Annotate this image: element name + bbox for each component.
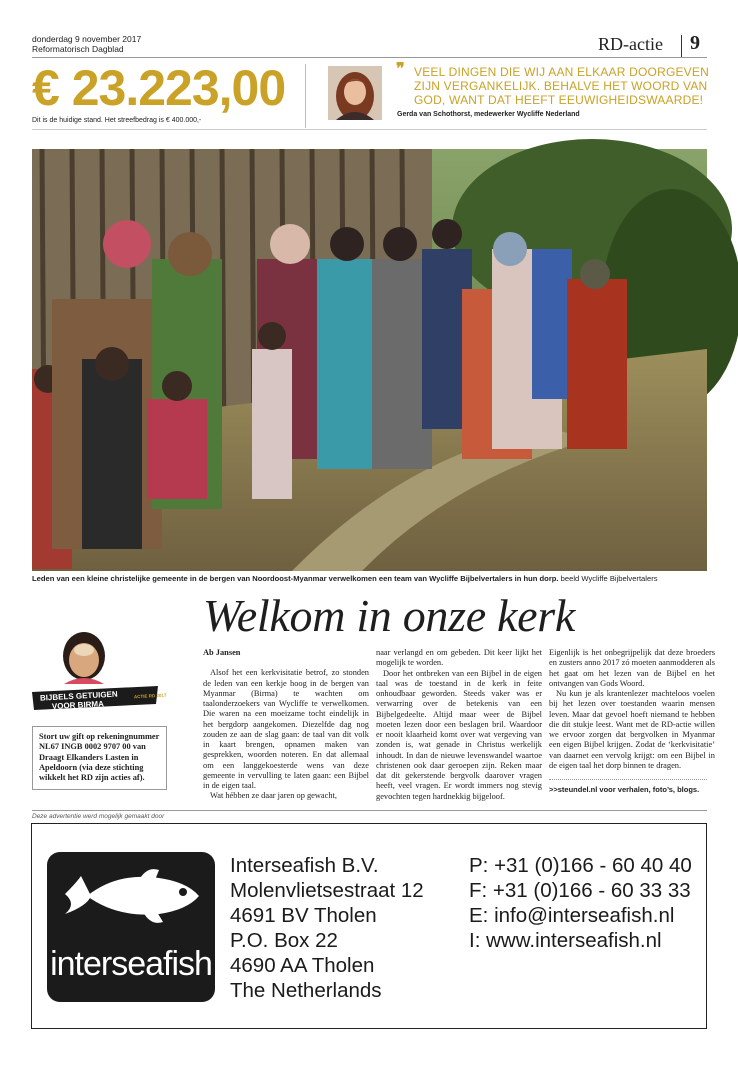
campaign-logo-tag: ACTIE RD 2017 — [133, 692, 167, 700]
paragraph: Door het ontbreken van een Bijbel in de eigen taal was de toestand in de kerk in feite onhoudbaar geworden. Steeds vaker was er verwarring over de betekenis van een Bijbelgedeelte. Altijd maar weer de Bijbel moeten lezen door een beslagen bril. Waardoor er nooit klaarheid komt over wat vergeving van zonden is, wat genade in Christus werkelijk inhoudt. In dan de nieuwe levenswandel waartoe christenen ook daar geroepen zijn. Reken maar dat dit gekerstende bergvolk daarover vragen heeft, veel vragen. Er wordt immers nog stevig gevochten tegen hardnekkig bijgeloof. — [376, 668, 542, 801]
company-logo-text: interseafish — [50, 945, 212, 983]
vertical-divider — [305, 64, 306, 128]
article-column-2 — [376, 648, 542, 802]
header-divider — [681, 35, 682, 57]
contact-fax: F: +31 (0)166 - 60 33 33 — [469, 879, 691, 902]
donation-text: Stort uw gift op rekeningnummer NL67 INGB 0002 9707 00 van Draagt Elkanders Lasten in Apeldoorn (via deze stichting wikkelt het RD zijn acties af). — [39, 732, 160, 783]
fundraiser-amount: € 23.223,00 — [32, 60, 286, 116]
dotted-rule — [549, 779, 707, 780]
paragraph: Wat hébben ze daar jaren op gewacht, — [210, 791, 337, 801]
child-photo — [58, 628, 110, 684]
caption-text: Leden van een kleine christelijke gemeente in de bergen van Noordoost-Myanmar verwelkomen een team van Wycliffe Bijbelvertalers in hun dorp. — [32, 574, 559, 583]
photo-credit: beeld Wycliffe Bijbelvertalers — [560, 574, 658, 583]
ad-sponsor-note: Deze advertentie werd mogelijk gemaakt door — [32, 813, 165, 820]
address-line: 4690 AA Tholen — [230, 954, 375, 977]
bottom-rule — [32, 810, 707, 811]
pull-quote: VEEL DINGEN DIE WIJ AAN ELKAAR DOORGEVEN ZIJN VERGANKELIJK. BEHALVE HET WOORD VAN GOD, WANT DAT HEEFT EEUWIGHEIDSWAARDE! — [414, 65, 709, 107]
fish-icon — [47, 852, 215, 952]
contact-email[interactable]: E: info@interseafish.nl — [469, 904, 675, 927]
address-line: 4691 BV Tholen — [230, 904, 377, 927]
section-title: RD-actie — [598, 34, 663, 54]
main-photo — [32, 149, 707, 571]
header-paper-name: Reformatorisch Dagblad — [32, 44, 124, 54]
article-column-1 — [203, 648, 369, 802]
campaign-logo-line1: BIJBELS GETUIGEN — [39, 689, 118, 703]
address-line: The Netherlands — [230, 979, 382, 1002]
portrait-photo — [328, 66, 382, 120]
address-line: Molenvlietsestraat 12 — [230, 879, 424, 902]
fundraiser-note: Dit is de huidige stand. Het streefbedrag is € 400.000,- — [32, 117, 202, 124]
header-date: donderdag 9 november 2017 — [32, 34, 142, 44]
address-line: Interseafish B.V. — [230, 854, 379, 877]
photo-caption — [32, 574, 712, 584]
quote-rule — [32, 129, 707, 130]
donation-box — [32, 726, 167, 790]
paragraph: Alsof het een kerkvisitatie betrof, zo stonden de leden van een kerkje hoog in de bergen van Myanmar (Birma) te wachten om taalonderzoekers van Wycliffe te verwelkomen. Die waren na een moeizame tocht eindelijk in het bergdorp aangekomen. Diezelfde dag nog zouden ze aan de slag gaan: de taal van dit volk in kaart brengen, opnamen maken van gesprekken, woorden noteren. En dat allemaal om een langgekoesterde wens van deze gemeente in vervulling te laten gaan: een Bijbel in de eigen taal. — [203, 668, 369, 790]
paragraph: Eigenlijk is het onbegrijpelijk dat deze broeders en zusters anno 2017 zó moeten aanmodderen als het gaat om het lezen van de Bijbel en het ontvangen van Gods Woord. — [549, 648, 715, 688]
campaign-logo — [30, 684, 167, 712]
paragraph: naar verlangd en om gebeden. Dit keer lijkt het mogelijk te worden. — [376, 648, 542, 668]
header-rule — [32, 57, 707, 58]
campaign-logo-line2: VOOR BIRMA — [51, 699, 105, 711]
quote-author: Gerda van Schothorst, medewerker Wycliffe Nederland — [397, 111, 580, 118]
contact-website[interactable]: I: www.interseafish.nl — [469, 929, 662, 952]
quote-mark-icon: ❞ — [396, 61, 405, 78]
article-column-3 — [549, 648, 715, 771]
contact-phone: P: +31 (0)166 - 60 40 40 — [469, 854, 692, 877]
page-number: 9 — [690, 32, 700, 54]
address-line: P.O. Box 22 — [230, 929, 338, 952]
article-byline: Ab Jansen — [203, 648, 241, 657]
article-headline: Welkom in onze kerk — [203, 590, 575, 641]
website-link[interactable]: >>steundel.nl voor verhalen, foto’s, blogs. — [549, 785, 700, 794]
paragraph: Nu kun je als krantenlezer machteloos voelen bij het lezen over toestanden waarin mensen leven. Maar dat gevoel hoeft niemand te hebben die dit stukje leest. Want met de RD-actie willen we ervoor zorgen dat bergvolken in Myanmar een eigen Bijbel krijgen. Zodat de ‘kerkvisitatie’ van daarnet een vervolg krijgt: om een Bijbel in de eigen taal het dorp binnen te dragen. — [549, 689, 715, 770]
